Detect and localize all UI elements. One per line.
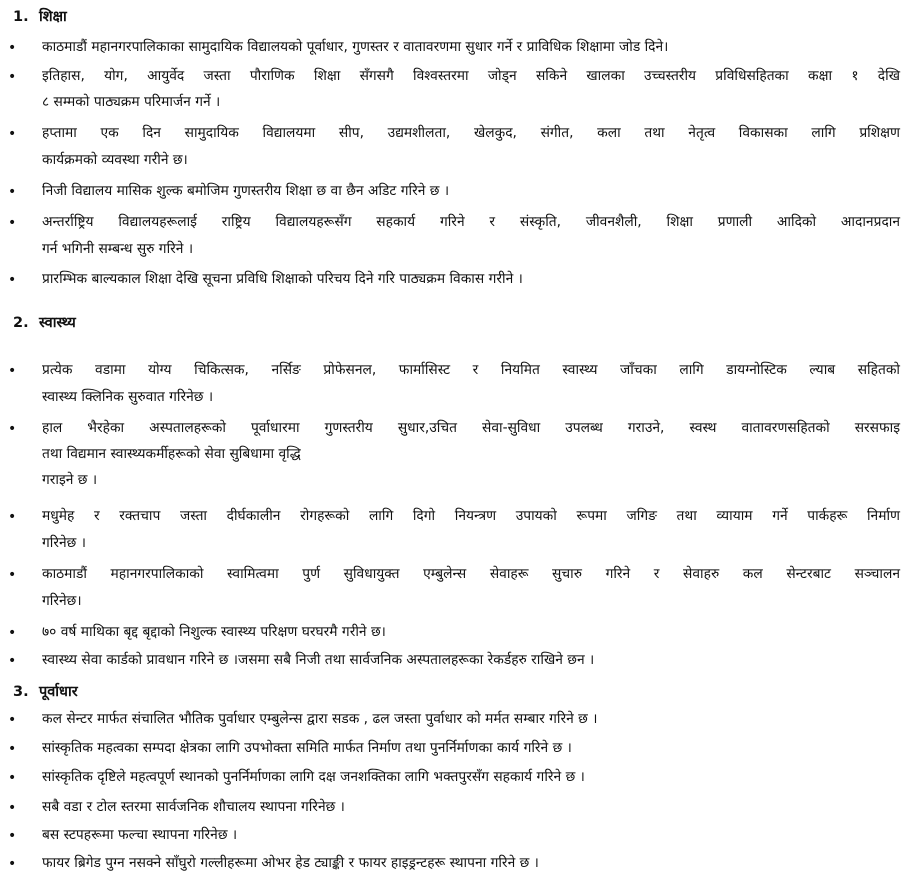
list-item-text: ८ सम्मको पाठ्यक्रम परिमार्जन गर्ने ।: [42, 94, 221, 110]
bullet-icon: •: [8, 741, 17, 757]
bullet-icon: •: [8, 272, 17, 288]
section-title: पूर्वाधार: [39, 684, 78, 700]
list-item-text: मधुमेह र रक्तचाप जस्ता दीर्घकालीन रोगहरूको लागि दिगो नियन्त्रण उपायको रूपमा जगिङ तथा व्यायाम गर्ने पार्कहरू निर्माण: [42, 508, 900, 524]
section-heading: [13, 7, 67, 27]
bullet-icon: •: [8, 770, 17, 786]
section-heading: [13, 313, 76, 333]
bullet-icon: •: [8, 712, 17, 728]
list-item-text: सांस्कृतिक दृष्टिले महत्वपूर्ण स्थानको पुनर्निर्माणका लागि दक्ष जनशक्तिका लागि भक्तपुरसँग सहकार्य गरिने छ ।: [42, 769, 585, 785]
bullet-icon: •: [8, 40, 17, 56]
list-item-text: काठमाडौं महानगरपालिकाको स्वामित्वमा पुर्ण सुविधायुक्त एम्बुलेन्स सेवाहरू सुचारु गरिने र सेवाहरु कल सेन्टरबाट सञ्चालन: [42, 566, 900, 582]
bullet-icon: •: [8, 69, 17, 85]
list-item-text: इतिहास, योग, आयुर्वेद जस्ता पौराणिक शिक्षा सँगसगै विश्वस्तरमा जोड्न सकिने खालका उच्चस्तरीय प्रविधिसहितका कक्षा १ देखि: [42, 68, 900, 84]
list-item-text: अन्तर्राष्ट्रिय विद्यालयहरूलाई राष्ट्रिय विद्यालयहरूसँग सहकार्य गरिने र संस्कृति, जीवनशैली, शिक्षा प्रणाली आदिको आदानप्रदान: [42, 214, 900, 230]
section-title: स्वास्थ्य: [39, 315, 76, 331]
bullet-icon: •: [8, 567, 17, 583]
list-item-text: हाल भैरहेका अस्पतालहरूको पूर्वाधारमा गुणस्तरीय सुधार,उचित सेवा-सुविधा उपलब्ध गराउने, स्वस्थ वातावरणसहितको सरसफाइ: [42, 420, 900, 436]
list-item-text: स्वास्थ्य क्लिनिक सुरुवात गरिनेछ ।: [42, 389, 214, 405]
list-item-text: गराइने छ ।: [42, 472, 98, 488]
bullet-icon: •: [8, 800, 17, 816]
list-item-text: बस स्टपहरूमा फल्चा स्थापना गरिनेछ ।: [42, 827, 238, 843]
list-item-text: फायर ब्रिगेड पुग्न नसक्ने साँघुरो गल्लीहरूमा ओभर हेड ट्याङ्की र फायर हाइड्रन्टहरू स्थापना गरिने छ ।: [42, 855, 539, 871]
bullet-icon: •: [8, 856, 17, 872]
list-item-text: गर्न भगिनी सम्बन्ध सुरु गरिने ।: [42, 241, 194, 257]
list-item-text: कल सेन्टर मार्फत संचालित भौतिक पुर्वाधार एम्बुलेन्स द्वारा सडक , ढल जस्ता पुर्वाधार को मर्मत सम्बार गरिने छ ।: [42, 711, 598, 727]
list-item-text: सबै वडा र टोल स्तरमा सार्वजनिक शौचालय स्थापना गरिनेछ ।: [42, 799, 345, 815]
list-item-text: निजी विद्यालय मासिक शुल्क बमोजिम गुणस्तरीय शिक्षा छ वा छैन अडिट गरिने छ ।: [42, 183, 450, 199]
section-heading: [13, 682, 78, 702]
list-item-text: कार्यक्रमको व्यवस्था गरीने छ।: [42, 152, 188, 168]
bullet-icon: •: [8, 215, 17, 231]
bullet-icon: •: [8, 828, 17, 844]
bullet-icon: •: [8, 625, 17, 641]
section-number: 1.: [13, 9, 29, 25]
bullet-icon: •: [8, 509, 17, 525]
list-item-text: स्वास्थ्य सेवा कार्डको प्रावधान गरिने छ ।जसमा सबै निजी तथा सार्वजनिक अस्पतालहरूका रेकर्डहरु राखिने छन ।: [42, 652, 595, 668]
list-item-text: ७० वर्ष माथिका बृद्द बृद्दाको निशुल्क स्वास्थ्य परिक्षण घरघरमै गरीने छ।: [42, 624, 386, 640]
list-item-text: हप्तामा एक दिन सामुदायिक विद्यालयमा सीप, उद्यमशीलता, खेलकुद, संगीत, कला तथा नेतृत्व विकासका लागि प्रशिक्षण: [42, 125, 900, 141]
section-number: 3.: [13, 684, 29, 700]
bullet-icon: •: [8, 184, 17, 200]
section-title: शिक्षा: [39, 9, 67, 25]
bullet-icon: •: [8, 653, 17, 669]
bullet-icon: •: [8, 126, 17, 142]
list-item-text: गरिनेछ ।: [42, 535, 86, 551]
list-item-text: प्रारम्भिक बाल्यकाल शिक्षा देखि सूचना प्रविधि शिक्षाको परिचय दिने गरि पाठ्यक्रम विकास गरीने ।: [42, 271, 523, 287]
bullet-icon: •: [8, 363, 17, 379]
list-item-text: तथा विद्यमान स्वास्थ्यकर्मीहरूको सेवा सुबिधामा वृद्धि: [42, 446, 301, 462]
list-item-text: सांस्कृतिक महत्वका सम्पदा क्षेत्रका लागि उपभोक्ता समिति मार्फत निर्माण तथा पुनर्निर्माणका कार्य गरिने छ ।: [42, 740, 572, 756]
bullet-icon: •: [8, 421, 17, 437]
list-item-text: काठमाडौं महानगरपालिकाका सामुदायिक विद्यालयको पूर्वाधार, गुणस्तर र वातावरणमा सुधार गर्ने र प्राविधिक शिक्षामा जोड दिने।: [42, 39, 669, 55]
list-item-text: गरिनेछ।: [42, 593, 82, 609]
list-item-text: प्रत्येक वडामा योग्य चिकित्सक, नर्सिङ प्रोफेसनल, फार्मासिस्ट र नियमित स्वास्थ्य जाँचका लागि डायग्नोस्टिक ल्याब सहितको: [42, 362, 900, 378]
section-number: 2.: [13, 315, 29, 331]
